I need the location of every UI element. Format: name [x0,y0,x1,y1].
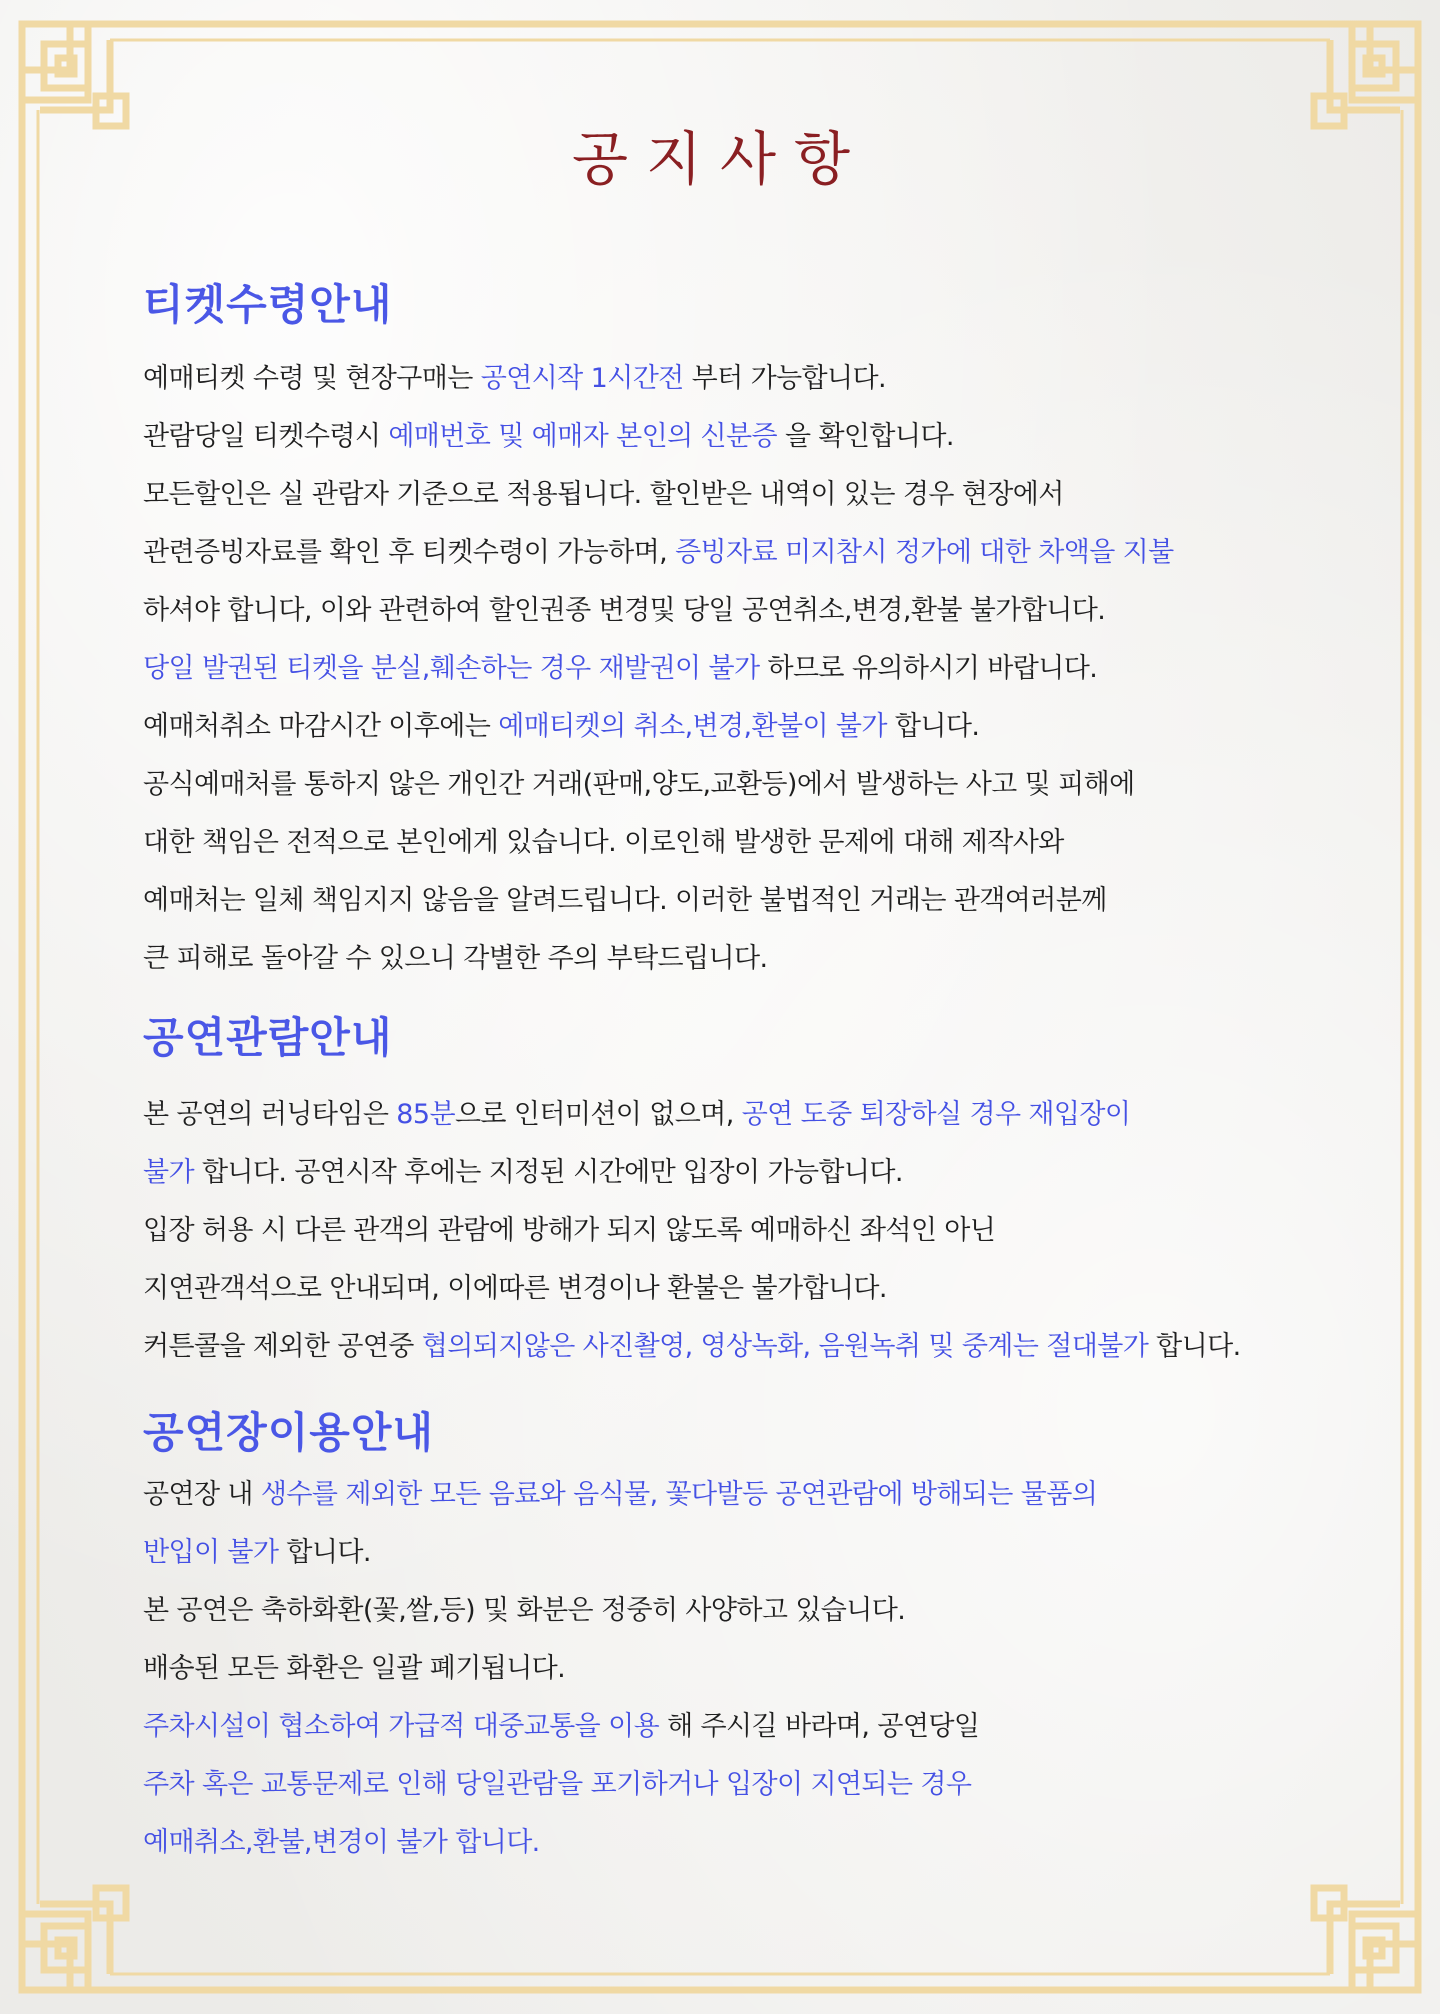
notice-highlight-text: 예매취소,환불,변경이 불가 합니다. [143,1827,540,1858]
notice-text: 예매티켓 수령 및 현장구매는 [143,363,481,394]
notice-line [143,350,1174,408]
notice-text: 본 공연의 러닝타임은 [143,1099,397,1130]
notice-text: 대한 책임은 전적으로 본인에게 있습니다. 이로인해 발생한 문제에 대해 제작사와 [143,827,1064,858]
notice-line [143,408,1174,466]
notice-text: 합니다. [1148,1331,1241,1362]
notice-highlight-text: 불가 [143,1157,194,1188]
notice-highlight-text: 협의되지않은 사진촬영, 영상녹화, 음원녹취 및 중계는 절대불가 [421,1331,1149,1362]
notice-line [143,1814,1097,1872]
notice-text: 본 공연은 축하화환(꽃,쌀,등) 및 화분은 정중히 사양하고 있습니다. [143,1595,906,1626]
notice-text: 지연관객석으로 안내되며, 이에따른 변경이나 환불은 불가합니다. [143,1273,887,1304]
notice-line [143,1144,1241,1202]
notice-highlight-text: 예매티켓의 취소,변경,환불이 불가 [498,711,887,742]
notice-text: 합니다. 공연시작 후에는 지정된 시간에만 입장이 가능합니다. [193,1157,903,1188]
notice-highlight-text: 생수를 제외한 모든 음료와 음식물, 꽃다발등 공연관람에 방해되는 물품의 [260,1479,1098,1510]
notice-line [143,466,1174,524]
notice-text: 합니다. [886,711,980,742]
venue-notice-lines [143,1466,1097,1872]
notice-line [143,1202,1241,1260]
notice-text: 을 확인합니다. [777,421,954,452]
notice-line [143,698,1174,756]
notice-text: 해 주시길 바라며, 공연당일 [659,1711,980,1742]
notice-line [143,1698,1097,1756]
notice-highlight-text: 주차시설이 협소하여 가급적 대중교통을 이용 [143,1711,660,1742]
notice-text: 하셔야 합니다, 이와 관련하여 할인권종 변경및 당일 공연취소,변경,환불 불가합니다. [143,595,1106,626]
section-heading-ticket: 티켓수령안내 [143,280,393,329]
notice-line [143,1582,1097,1640]
notice-text: 커튼콜을 제외한 공연중 [143,1331,422,1362]
ticket-notice-lines [143,350,1174,988]
notice-text: 모든할인은 실 관람자 기준으로 적용됩니다. 할인받은 내역이 있는 경우 현장에서 [143,479,1064,510]
notice-line [143,582,1174,640]
notice-line [143,1260,1241,1318]
notice-text: 큰 피해로 돌아갈 수 있으니 각별한 주의 부탁드립니다. [143,943,768,974]
notice-text: 공연장 내 [143,1479,261,1510]
notice-text: 으로 인터미션이 없으며, [454,1099,742,1130]
notice-highlight-text: 주차 혹은 교통문제로 인해 당일관람을 포기하거나 입장이 지연되는 경우 [143,1769,972,1800]
notice-line [143,930,1174,988]
notice-text: 부터 가능합니다. [683,363,886,394]
notice-line [143,1524,1097,1582]
viewing-notice-lines [143,1086,1241,1376]
notice-text: 예매처취소 마감시간 이후에는 [143,711,499,742]
notice-text: 관련증빙자료를 확인 후 티켓수령이 가능하며, [143,537,676,568]
notice-highlight-text: 공연 도중 퇴장하실 경우 재입장이 [741,1099,1131,1130]
notice-line [143,1466,1097,1524]
notice-highlight-text: 예매번호 및 예매자 본인의 신분증 [388,421,777,452]
notice-text: 합니다. [278,1537,371,1568]
notice-line [143,1086,1241,1144]
notice-line [143,1756,1097,1814]
notice-text: 관람당일 티켓수령시 [143,421,389,452]
section-heading-venue: 공연장이용안내 [143,1408,435,1457]
notice-line [143,1640,1097,1698]
notice-highlight-text: 반입이 불가 [143,1537,279,1568]
notice-text: 입장 허용 시 다른 관객의 관람에 방해가 되지 않도록 예매하신 좌석인 아닌 [143,1215,996,1246]
notice-highlight-text: 당일 발권된 티켓을 분실,훼손하는 경우 재발권이 불가 [143,653,760,684]
notice-text: 하므로 유의하시기 바랍니다. [759,653,1098,684]
notice-highlight-text: 85분 [396,1099,455,1130]
section-heading-viewing: 공연관람안내 [143,1013,393,1062]
notice-text: 배송된 모든 화환은 일괄 폐기됩니다. [143,1653,566,1684]
notice-highlight-text: 공연시작 1시간전 [480,363,684,394]
notice-highlight-text: 증빙자료 미지참시 정가에 대한 차액을 지불 [675,537,1174,568]
notice-line [143,1318,1241,1376]
notice-line [143,756,1174,814]
notice-line [143,872,1174,930]
notice-text: 공식예매처를 통하지 않은 개인간 거래(판매,양도,교환등)에서 발생하는 사고 및 피해에 [143,769,1135,800]
page-title: 공지사항 [571,125,869,193]
notice-line [143,640,1174,698]
notice-line [143,524,1174,582]
notice-line [143,814,1174,872]
notice-text: 예매처는 일체 책임지지 않음을 알려드립니다. 이러한 불법적인 거래는 관객여러분께 [143,885,1107,916]
